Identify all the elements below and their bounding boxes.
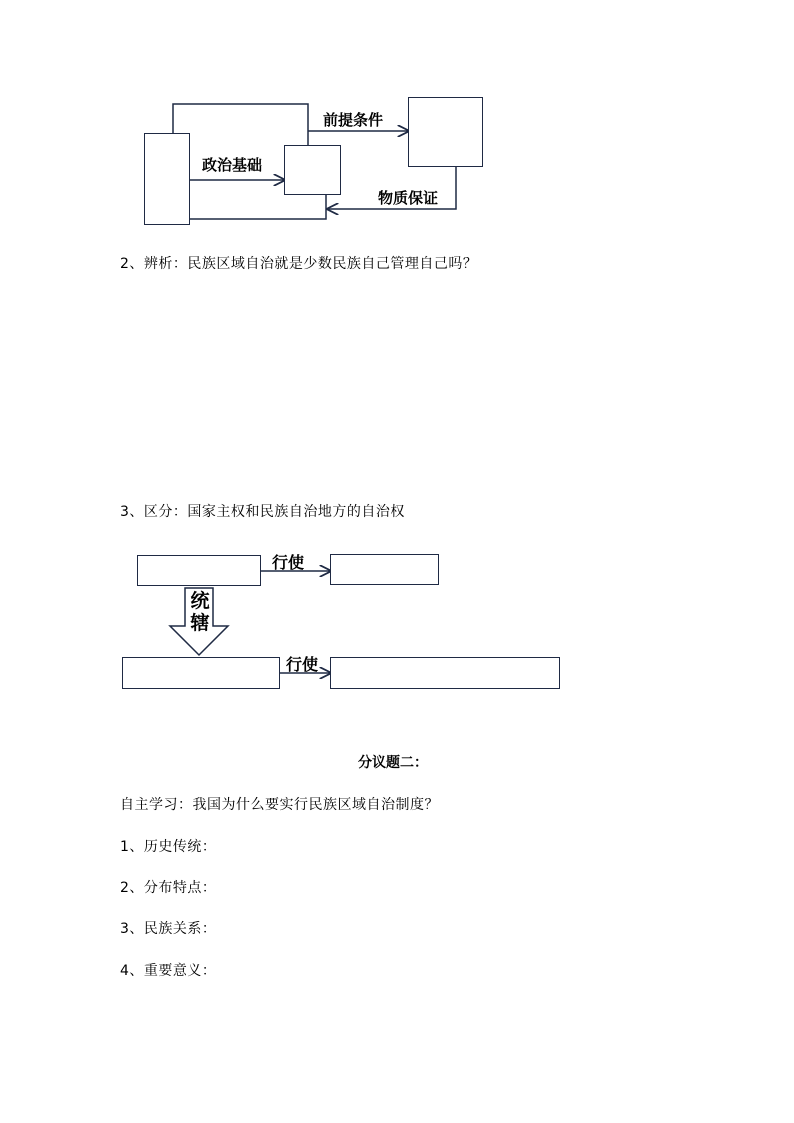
box-sovereignty (137, 555, 261, 586)
list-item: 1、历史传统： (120, 839, 217, 855)
section-title: 分议题二： (358, 755, 428, 771)
study-prompt: 自主学习：我国为什么要实行民族区域自治制度？ (120, 797, 439, 813)
list-item: 4、重要意义： (120, 963, 217, 979)
list-item: 2、分布特点： (120, 880, 217, 896)
label-material: 物质保证 (378, 189, 439, 207)
label-exercise-bottom: 行使 (286, 655, 319, 674)
question-2: 2、辨析：民族区域自治就是少数民族自己管理自己吗？ (120, 256, 478, 272)
box-autonomy-right (330, 657, 560, 689)
box-autonomous-region (122, 657, 280, 689)
box-exercise-target (330, 554, 439, 585)
label-govern: 统辖 (190, 590, 210, 634)
label-political-basis: 政治基础 (202, 156, 263, 174)
label-exercise-top: 行使 (272, 553, 305, 572)
question-3: 3、区分：国家主权和民族自治地方的自治权 (120, 504, 405, 520)
list-item: 3、民族关系： (120, 921, 217, 937)
label-premise: 前提条件 (323, 111, 384, 129)
